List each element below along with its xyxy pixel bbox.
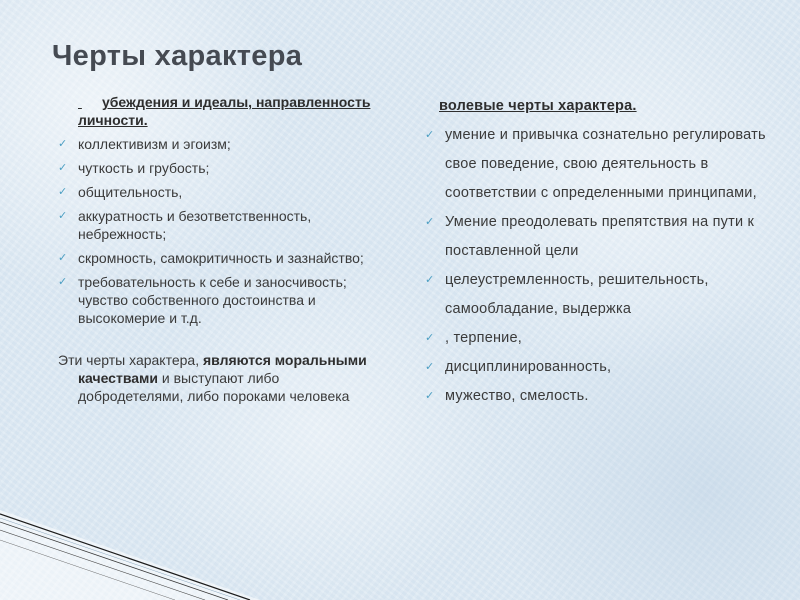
list-item-text: , терпение, — [445, 330, 522, 346]
list-item — [58, 183, 388, 201]
bullet-icon: ✓ — [425, 390, 435, 402]
list-item-text: мужество, смелость. — [445, 388, 589, 404]
list-item — [425, 324, 785, 353]
bullet-icon: ✓ — [58, 276, 68, 288]
right-column — [425, 96, 785, 411]
heading-indent — [78, 93, 102, 111]
list-item-text: чуткость и грубость; — [78, 160, 210, 176]
list-item-text: целеустремленность, решительность, самообладание, выдержка — [445, 272, 709, 317]
right-list — [425, 121, 785, 411]
left-heading-text: убеждения и идеалы, направленность личности. — [78, 94, 371, 128]
bullet-icon: ✓ — [58, 162, 68, 174]
bullet-icon: ✓ — [425, 332, 435, 344]
list-item — [58, 249, 388, 267]
corner-decoration-icon — [0, 500, 260, 600]
left-column — [58, 93, 388, 405]
summary-part1: Эти черты характера, — [58, 352, 203, 368]
list-item — [58, 135, 388, 153]
bullet-icon: ✓ — [425, 216, 435, 228]
list-item-text: умение и привычка сознательно регулировать свое поведение, свою деятельность в соответствии с определенными принципами, — [445, 127, 766, 201]
list-item-text: требовательность к себе и заносчивость; чувство собственного достоинства и высокомерие и т.д. — [78, 274, 347, 326]
list-item — [58, 159, 388, 177]
list-item-text: Умение преодолевать препятствия на пути к поставленной цели — [445, 214, 755, 259]
right-heading: волевые черты характера. — [439, 98, 637, 114]
bullet-icon: ✓ — [425, 274, 435, 286]
list-item — [58, 273, 388, 327]
summary-part2: и выступают либо добродетелями, либо пороками человека — [78, 370, 350, 404]
slide-title: Черты характера — [52, 40, 303, 72]
list-item — [58, 207, 388, 243]
bullet-icon: ✓ — [58, 210, 68, 222]
list-item-text: коллективизм и эгоизм; — [78, 136, 231, 152]
left-summary — [58, 351, 388, 405]
list-item — [425, 266, 785, 324]
left-heading — [78, 93, 388, 129]
list-item — [425, 353, 785, 382]
list-item — [425, 121, 785, 208]
bullet-icon: ✓ — [58, 252, 68, 264]
list-item — [425, 208, 785, 266]
bullet-icon: ✓ — [425, 361, 435, 373]
bullet-icon: ✓ — [425, 129, 435, 141]
left-list — [58, 135, 388, 327]
bullet-icon: ✓ — [58, 138, 68, 150]
list-item-text: общительность, — [78, 184, 183, 200]
summary-bold: являются моральными качествами — [78, 352, 367, 386]
bullet-icon: ✓ — [58, 186, 68, 198]
list-item-text: аккуратность и безответственность, небрежность; — [78, 208, 312, 242]
list-item — [425, 382, 785, 411]
list-item-text: дисциплинированность, — [445, 359, 612, 375]
list-item-text: скромность, самокритичность и зазнайство; — [78, 250, 364, 266]
